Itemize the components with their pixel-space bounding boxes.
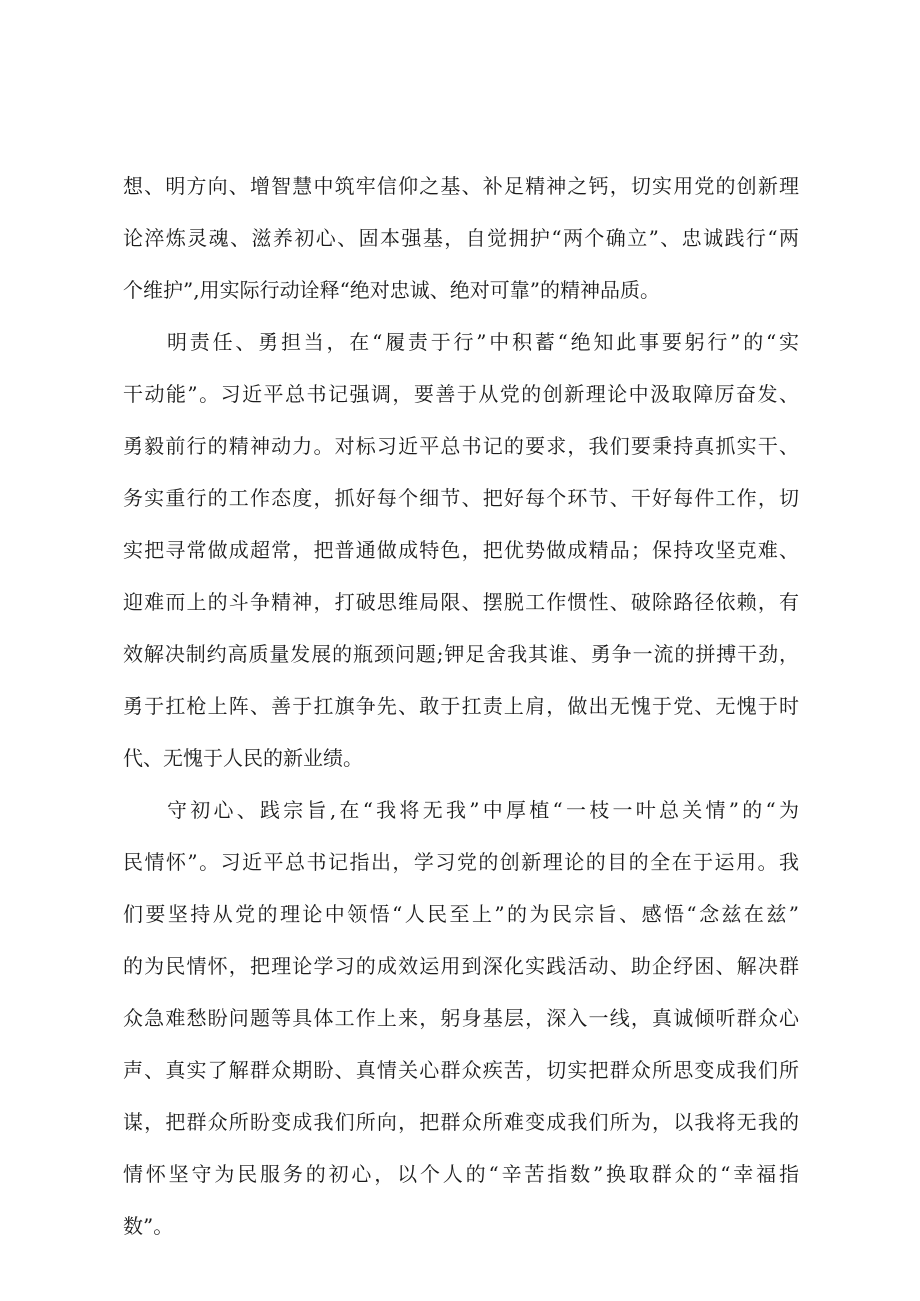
text-line: 们要坚持从党的理论中领悟“人民至上”的为民宗旨、感悟“念兹在兹” [123,902,799,926]
text-line: 情怀坚守为民服务的初心，以个人的“辛苦指数”换取群众的“幸福指 [123,1162,799,1186]
text-line: 谋，把群众所盼变成我们所向，把群众所难变成我们所为，以我将无我的 [123,1110,799,1134]
text-line: 务实重行的工作态度，抓好每个细节、把好每个环节、干好每件工作，切 [123,486,799,510]
text-line: 代、无愧于人民的新业绩。 [123,746,363,770]
text-line: 众急难愁盼问题等具体工作上来，躬身基层，深入一线，真诚倾听群众心 [123,1006,799,1030]
text-line: 数”。 [123,1214,174,1238]
paragraph-first-line: 明责任、勇担当，在“履责于行”中积蓄“绝知此事要躬行”的“实 [167,330,799,354]
paragraph-first-line: 守初心、践宗旨,在“我将无我”中厚植“一枝一叶总关情”的“为 [167,798,799,822]
text-line: 效解决制约高质量发展的瓶颈问题;钾足舍我其谁、勇争一流的拼搏干劲， [123,642,799,666]
text-line: 论淬炼灵魂、滋养初心、固本强基，自觉拥护“两个确立”、忠诚践行“两 [123,226,799,250]
text-line: 干动能”。习近平总书记强调，要善于从党的创新理论中汲取障厉奋发、 [123,382,799,406]
text-line: 民情怀”。习近平总书记指出，学习党的创新理论的目的全在于运用。我 [123,850,799,874]
text-line: 声、真实了解群众期盼、真情关心群众疾苦，切实把群众所思变成我们所 [123,1058,799,1082]
text-line: 的为民情怀，把理论学习的成效运用到深化实践活动、助企纾困、解决群 [123,954,799,978]
text-line: 迎难而上的斗争精神，打破思维局限、摆脱工作惯性、破除路径依赖，有 [123,590,799,614]
body-text [123,160,799,1252]
text-line: 实把寻常做成超常，把普通做成特色，把优势做成精品；保持攻坚克难、 [123,538,799,562]
text-line: 个维护”,用实际行动诠释“绝对忠诚、绝对可靠”的精神品质。 [123,278,661,302]
text-line: 勇毅前行的精神动力。对标习近平总书记的要求，我们要秉持真抓实干、 [123,434,799,458]
text-line: 想、明方向、增智慧中筑牢信仰之基、补足精神之钙，切实用党的创新理 [123,174,799,198]
text-line: 勇于扛枪上阵、善于扛旗争先、敢于扛责上肩，做出无愧于党、无愧于时 [123,694,799,718]
